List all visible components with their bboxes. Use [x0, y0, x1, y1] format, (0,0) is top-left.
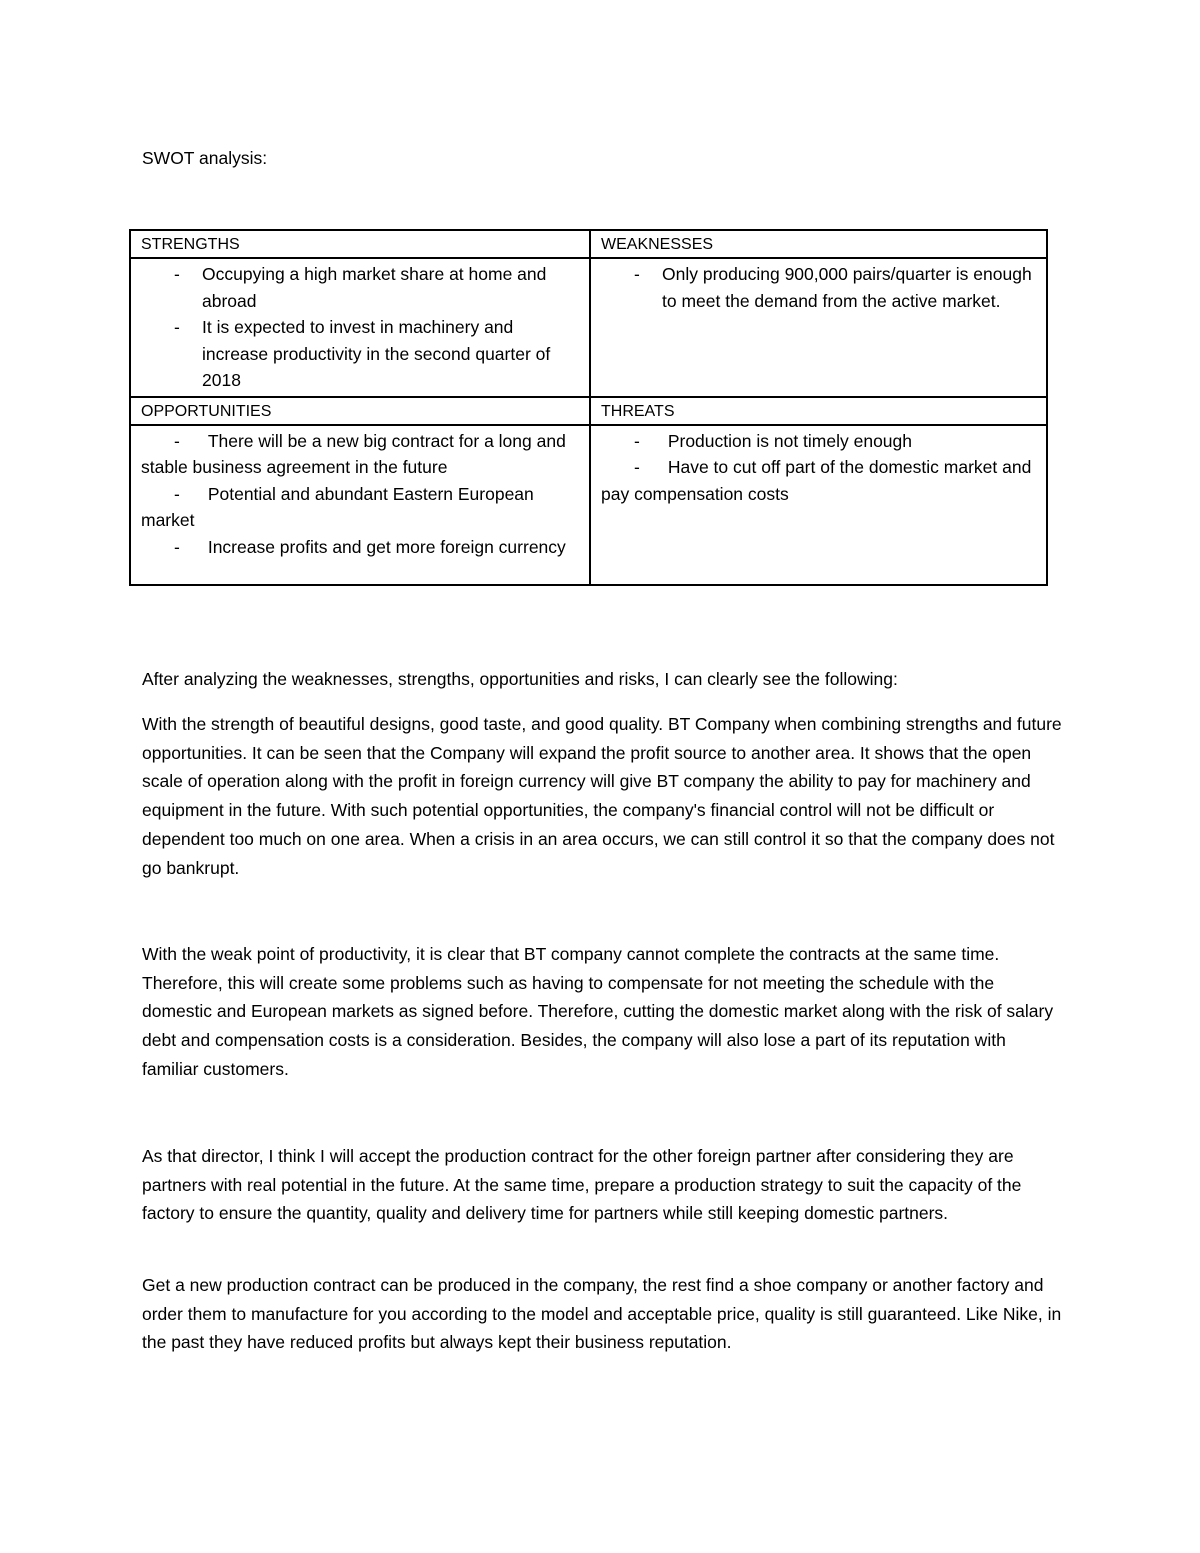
threats-cell [590, 425, 1047, 585]
paragraph: After analyzing the weaknesses, strengths, opportunities and risks, I can clearly see the following: [142, 669, 898, 689]
weaknesses-header: WEAKNESSES [590, 230, 1047, 258]
paragraph: With the weak point of productivity, it is clear that BT company cannot complete the contracts at the same time. Therefore, this will create some problems such as having to compensate for not meeting the schedule with the domestic and European markets as signed before. Therefore, cutting the domestic market along with the risk of salary debt and compensation costs is a consideration. Besides, the company will also lose a part of its reputation with familiar customers. [142, 944, 1054, 1079]
dash-bullet: - [174, 264, 180, 284]
weakness-item: Only producing 900,000 pairs/quarter is enough to meet the demand from the active market. [662, 264, 1032, 311]
paragraph-weakness-analysis [142, 940, 1062, 1084]
strength-item: It is expected to invest in machinery and increase productivity in the second quarter of 2018 [202, 317, 551, 390]
opportunity-item: There will be a new big contract for a long and stable business agreement in the future [141, 430, 566, 477]
dash-bullet: - [634, 457, 640, 477]
paragraph-intro [142, 665, 1062, 694]
weaknesses-list [601, 261, 1036, 314]
document-title: SWOT analysis: [142, 148, 268, 168]
strengths-list [141, 261, 579, 394]
list-item [141, 481, 579, 534]
opportunities-cell [130, 425, 590, 585]
paragraph: With the strength of beautiful designs, good taste, and good quality. BT Company when combining strengths and future opportunities. It can be seen that the Company will expand the profit source to another area. It shows that the open scale of operation along with the profit in foreign currency will give BT company the ability to pay for machinery and equipment in the future. With such potential opportunities, the company's financial control will not be difficult or dependent too much on one area. When a crisis in an area occurs, we can still control it so that the company does not go bankrupt. [142, 714, 1062, 878]
list-item [601, 261, 1036, 314]
opportunities-header: OPPORTUNITIES [130, 397, 590, 425]
paragraph: As that director, I think I will accept the production contract for the other foreign partner after considering they are partners with real potential in the future. At the same time, prepare a production strategy to suit the capacity of the factory to ensure the quantity, quality and delivery time for partners while still keeping domestic partners. [142, 1146, 1022, 1224]
opportunity-item: Increase profits and get more foreign currency [207, 536, 566, 557]
list-item [601, 454, 1036, 507]
threat-item: Have to cut off part of the domestic market and pay compensation costs [601, 457, 1032, 504]
threats-header: THREATS [590, 397, 1047, 425]
dash-bullet: - [634, 264, 640, 284]
list-item [141, 314, 579, 394]
strengths-cell [130, 258, 590, 397]
dash-bullet: - [174, 430, 180, 451]
dash-bullet: - [634, 430, 640, 451]
paragraph: Get a new production contract can be produced in the company, the rest find a shoe company or another factory and order them to manufacture for you according to the model and acceptable price, quality is still guaranteed. Like Nike, in the past they have reduced profits but always kept their business reputation. [142, 1275, 1062, 1353]
dash-bullet: - [174, 483, 180, 504]
list-item [141, 261, 579, 314]
dash-bullet: - [174, 536, 180, 557]
paragraph-strengths-analysis [142, 710, 1062, 882]
dash-bullet: - [174, 317, 180, 337]
paragraph-strategy [142, 1271, 1062, 1357]
paragraph-decision [142, 1142, 1062, 1228]
list-item [141, 428, 579, 481]
list-item [601, 428, 1036, 455]
opportunity-item: Potential and abundant Eastern European market [141, 483, 534, 530]
strength-item: Occupying a high market share at home and abroad [202, 264, 547, 311]
list-item [141, 534, 579, 561]
swot-table [129, 229, 1048, 586]
threat-item: Production is not timely enough [667, 430, 912, 451]
strengths-header: STRENGTHS [130, 230, 590, 258]
weaknesses-cell [590, 258, 1047, 397]
